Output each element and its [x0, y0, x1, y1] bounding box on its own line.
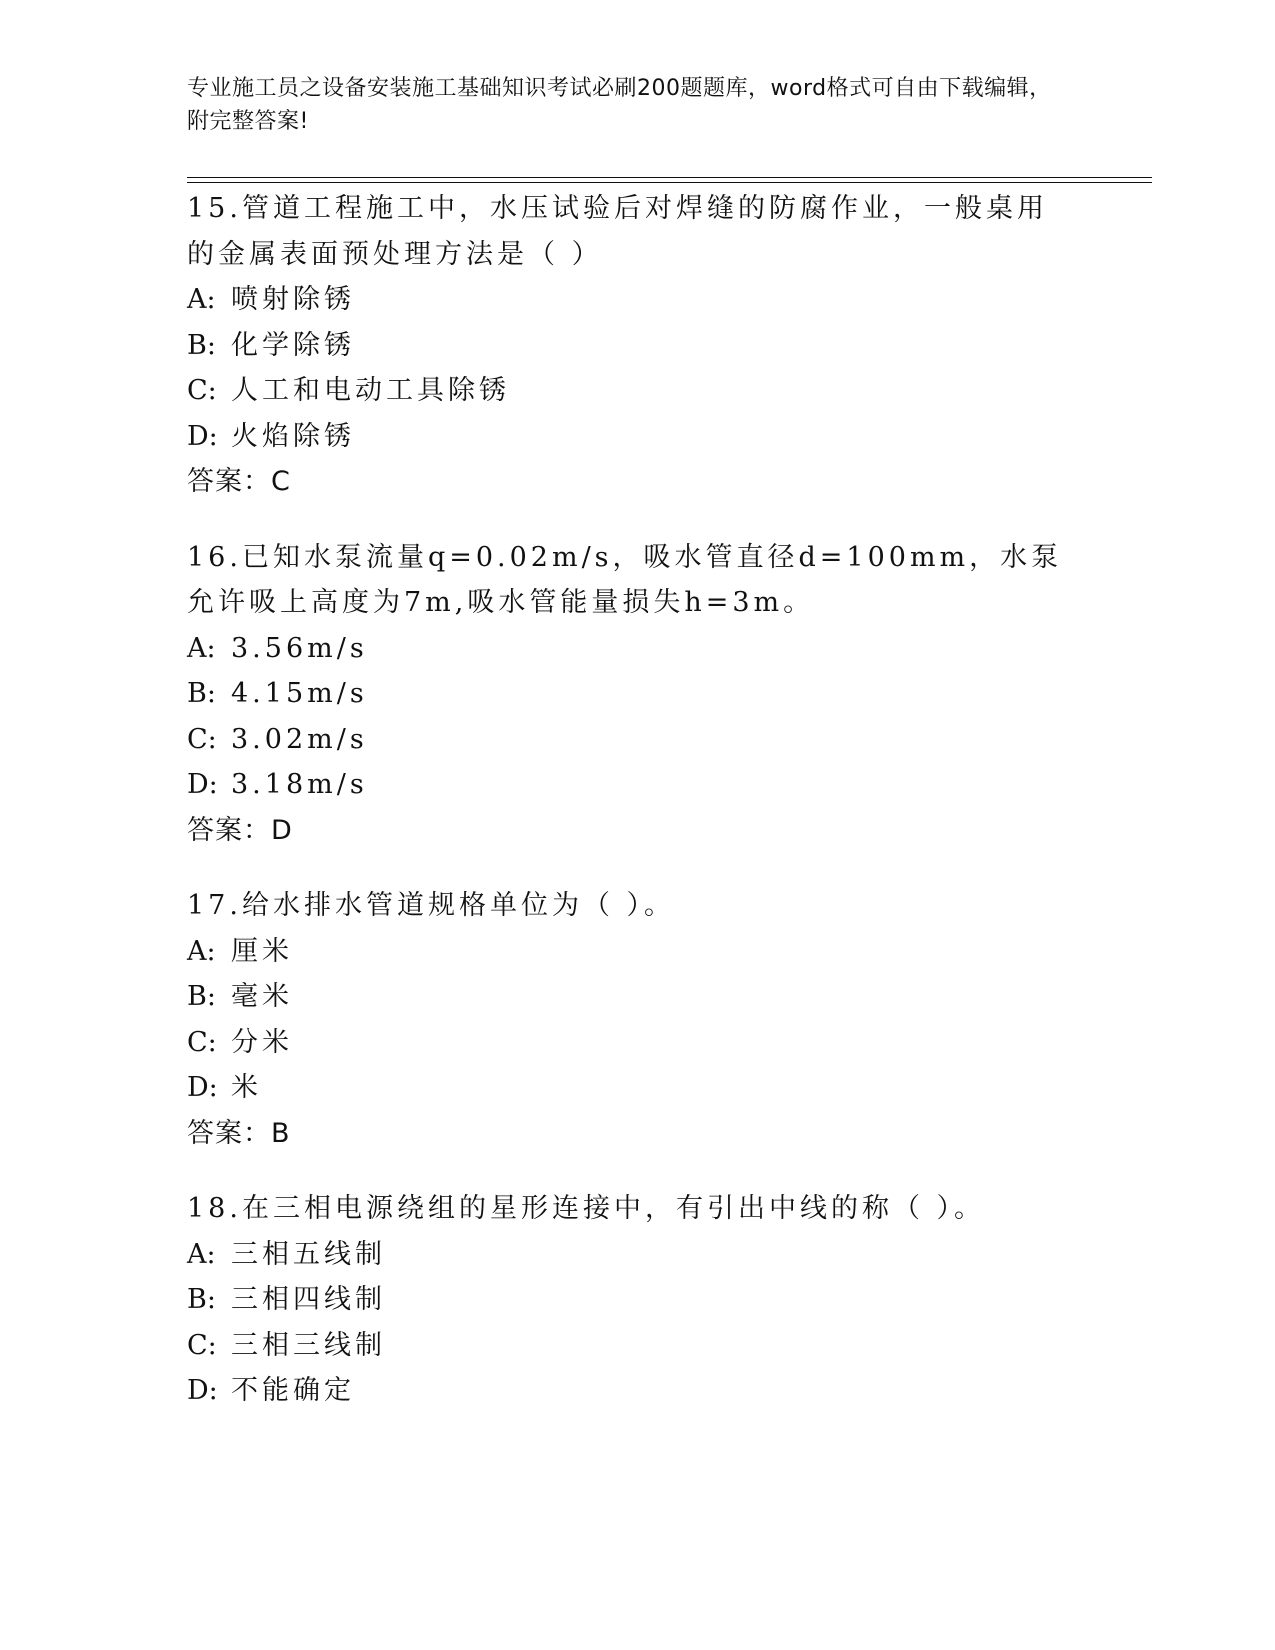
- option-label: B:: [187, 329, 216, 361]
- option-text: 人工和电动工具除锈: [231, 375, 510, 406]
- header-divider-bottom: [187, 182, 1152, 183]
- option-b: [187, 323, 1087, 369]
- option-text: 三相三线制: [231, 1329, 386, 1361]
- option-a: [187, 1232, 1087, 1278]
- answer-line: 答案：C: [187, 466, 291, 497]
- question-17: [187, 883, 1087, 1156]
- option-text: 4.15m/s: [231, 678, 368, 709]
- option-a: [187, 277, 1087, 323]
- answer-line: 答案：B: [187, 1117, 291, 1149]
- question-stem: 17.给水排水管道规格单位为（ ）。: [187, 890, 676, 921]
- option-label: C:: [187, 375, 217, 406]
- option-c: [187, 1020, 1087, 1066]
- option-text: 化学除锈: [231, 329, 355, 361]
- option-text: 火焰除锈: [231, 420, 355, 452]
- option-d: [187, 1368, 1087, 1414]
- option-label: D:: [187, 420, 218, 452]
- option-text: 3.56m/s: [231, 632, 368, 664]
- option-label: A:: [187, 1238, 216, 1270]
- option-a: [187, 626, 1087, 672]
- option-c: [187, 717, 1087, 763]
- option-label: C:: [187, 1329, 217, 1361]
- answer-line: 答案：D: [187, 814, 293, 846]
- option-label: D:: [187, 1072, 218, 1103]
- option-text: 3.18m/s: [231, 769, 368, 800]
- option-label: A:: [187, 935, 216, 967]
- option-b: [187, 1277, 1087, 1323]
- question-18: [187, 1186, 1087, 1414]
- option-text: 毫米: [231, 981, 293, 1012]
- question-stem: 16.已知水泵流量q=0.02m/s，吸水管直径d=100mm，水泵允许吸上高度为7m,吸水管能量损失h=3m。: [187, 541, 1063, 618]
- option-b: [187, 974, 1087, 1020]
- option-text: 不能确定: [231, 1375, 355, 1406]
- option-text: 3.02m/s: [231, 723, 368, 755]
- option-text: 三相五线制: [231, 1238, 386, 1270]
- option-text: 三相四线制: [231, 1284, 386, 1315]
- question-16: [187, 535, 1087, 854]
- question-stem: 18.在三相电源绕组的星形连接中，有引出中线的称（ ）。: [187, 1193, 986, 1224]
- option-d: [187, 1065, 1087, 1111]
- option-label: C:: [187, 723, 217, 755]
- option-label: A:: [187, 284, 216, 315]
- option-b: [187, 671, 1087, 717]
- question-list: [187, 186, 1087, 1444]
- option-label: C:: [187, 1026, 217, 1058]
- option-c: [187, 368, 1087, 414]
- option-label: B:: [187, 981, 216, 1012]
- header-divider-top: [187, 177, 1152, 178]
- option-text: 分米: [231, 1026, 293, 1058]
- question-15: [187, 186, 1087, 505]
- option-label: B:: [187, 678, 216, 709]
- option-label: D:: [187, 769, 218, 800]
- option-d: [187, 762, 1087, 808]
- option-text: 厘米: [231, 935, 293, 967]
- document-header: 专业施工员之设备安装施工基础知识考试必刷200题题库，word格式可自由下载编辑，附完整答案!: [187, 76, 1052, 134]
- question-stem: 15.管道工程施工中，水压试验后对焊缝的防腐作业，一般桌用的金属表面预处理方法是（ ）: [187, 193, 1048, 270]
- option-text: 喷射除锈: [231, 284, 355, 315]
- option-label: B:: [187, 1284, 216, 1315]
- option-label: A:: [187, 632, 216, 664]
- option-text: 米: [231, 1072, 262, 1103]
- option-c: [187, 1323, 1087, 1369]
- option-label: D:: [187, 1375, 218, 1406]
- option-a: [187, 929, 1087, 975]
- option-d: [187, 414, 1087, 460]
